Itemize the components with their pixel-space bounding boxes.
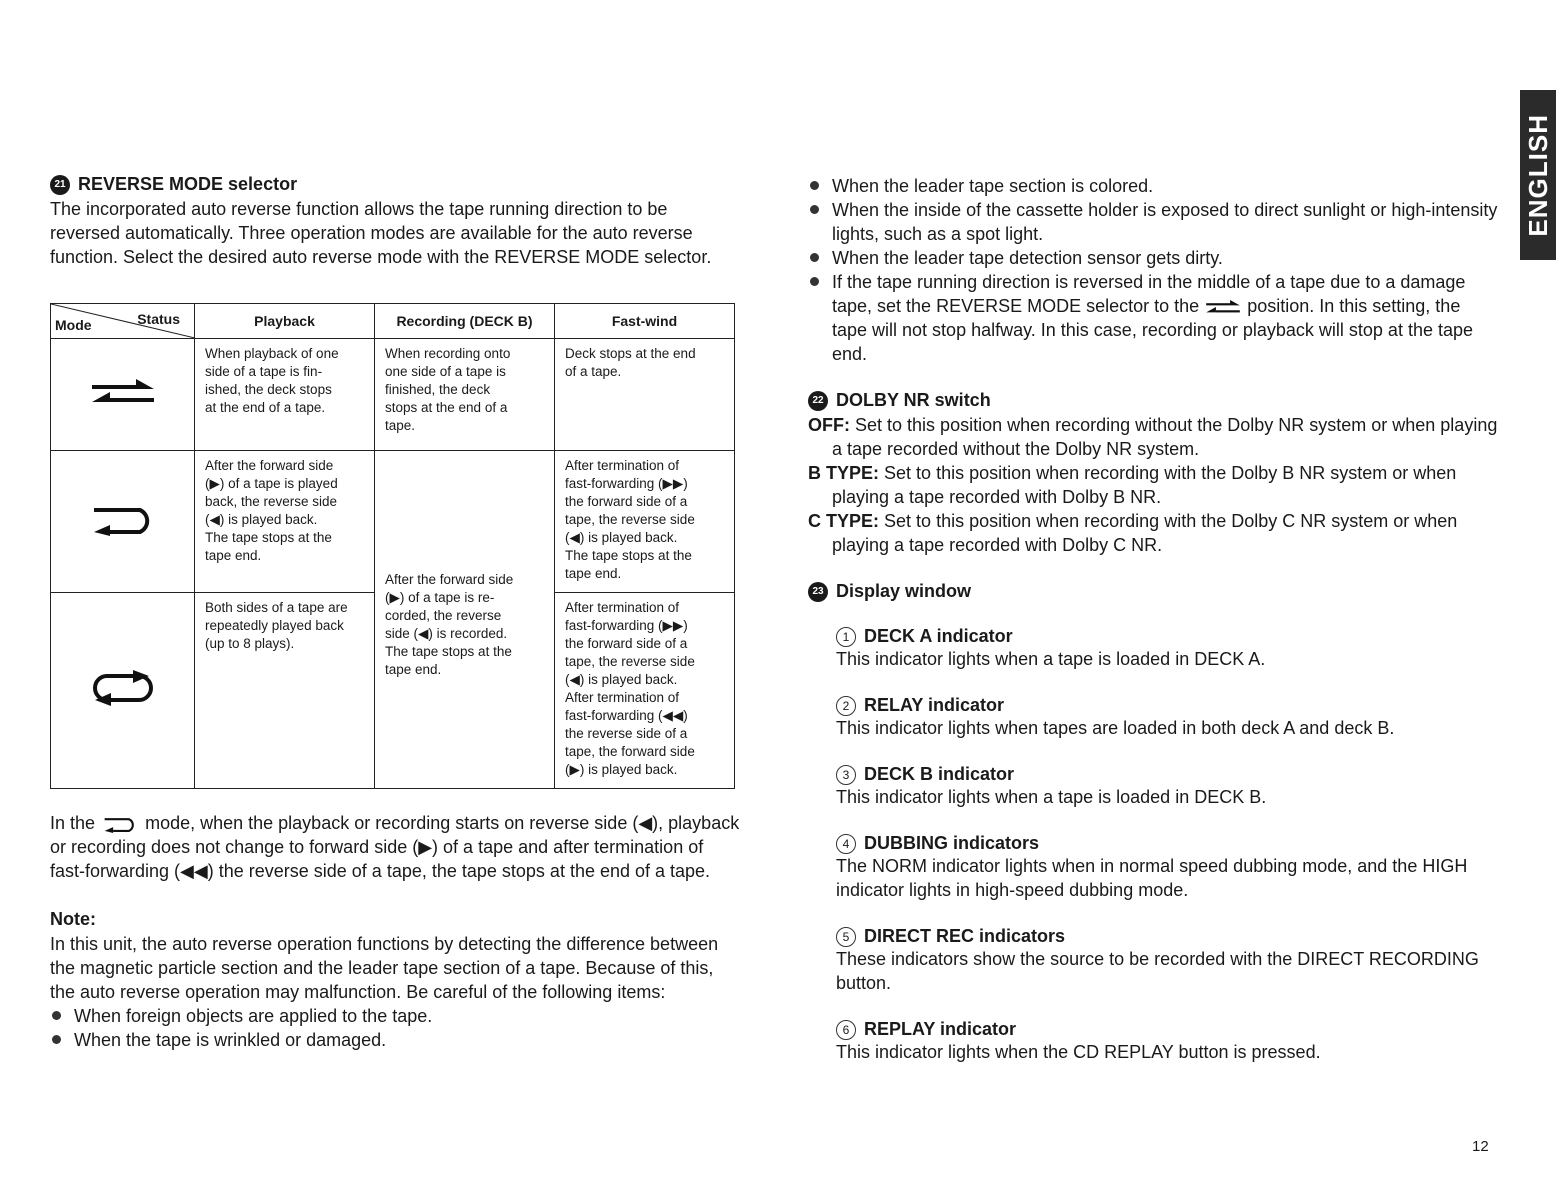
indicator-number: 3 [836, 765, 856, 785]
reverse-mode-heading [50, 174, 740, 195]
bullet-dot [52, 1035, 61, 1044]
indicator-title [836, 764, 1498, 785]
bullet-dot [810, 181, 819, 190]
bullet-dot [810, 253, 819, 262]
indicator-text: The NORM indicator lights when in normal speed dubbing mode, and the HIGH indicator lights in high-speed dubbing mode. [836, 856, 1468, 900]
explanation-rest: mode, when the playback or recording starts on reverse side (◀), playback or recording does not change to forward side (▶) of a tape and after termination of fast-forwarding (◀◀) the reverse side of a tape, the tape stops at the end of a tape. [50, 813, 740, 881]
reverse-mode-table [50, 303, 735, 789]
list-item [50, 1028, 740, 1052]
note-body: In this unit, the auto reverse operation functions by detecting the difference between the magnetic particle section and the leader tape section of a tape. Because of this, the auto reverse operation may malfunction. Be careful of the following items: [50, 934, 719, 1002]
dolby-btype-item [808, 461, 1498, 509]
malfunction-list [808, 174, 1498, 366]
row3-fastwind: After termination of fast-forwarding (▶▶) the forward side of a tape, the reverse side (◀) is played back. After termination of fast-forwarding (◀◀) the reverse side of a tape, the forward side (▶) is played back. [555, 593, 735, 789]
bullet4-text-a: If the tape running direction is reversed in the middle of a tape due to a damage tape, set the REVERSE MODE selector to the [832, 272, 1466, 316]
page-number: 12 [1472, 1138, 1489, 1155]
indicator-block [836, 626, 1498, 671]
dolby-text: Set to this position when recording with the Dolby C NR system or when playing a tape recorded with Dolby C NR. [832, 511, 1458, 555]
row3-playback: Both sides of a tape are repeatedly played back (up to 8 plays). [195, 593, 375, 789]
indicator-block [836, 764, 1498, 809]
continuous-reverse-mode-icon [85, 668, 161, 708]
row1-fastwind: Deck stops at the end of a tape. [555, 339, 735, 451]
dolby-ctype-item [808, 509, 1498, 557]
bullet-dot [810, 205, 819, 214]
indicator-number: 1 [836, 627, 856, 647]
indicator-text: This indicator lights when tapes are loaded in both deck A and deck B. [836, 718, 1395, 738]
dolby-text: Set to this position when recording without the Dolby NR system or when playing a tape recorded without the Dolby NR system. [832, 415, 1498, 459]
row2-3-recording: After the forward side (▶) of a tape is re- corded, the reverse side (◀) is recorded. The tape stops at the tape end. [385, 571, 514, 677]
indicator-block [836, 833, 1498, 902]
indicator-number: 5 [836, 927, 856, 947]
indicator-title [836, 833, 1498, 854]
language-tab-label: ENGLISH [1522, 113, 1553, 237]
explanation-start: In the [50, 813, 96, 833]
table-header-row [51, 304, 735, 339]
dolby-label: B TYPE: [808, 463, 880, 483]
mode-cell-one-way [51, 339, 195, 451]
indicator-number: 4 [836, 834, 856, 854]
indicator-name: REPLAY indicator [864, 1019, 1017, 1039]
row1-playback: When playback of one side of a tape is fin- ished, the deck stops at the end of a tape. [195, 339, 375, 451]
bullet-text: When the leader tape detection sensor gets dirty. [832, 248, 1223, 268]
indicator-name: DECK B indicator [864, 764, 1015, 784]
indicator-title [836, 1019, 1498, 1040]
dolby-label: OFF: [808, 415, 850, 435]
mode-cell-single-reverse [51, 451, 195, 593]
indicator-number: 6 [836, 1020, 856, 1040]
indicator-name: DUBBING indicators [864, 833, 1040, 853]
corner-status-label: Status [137, 311, 180, 327]
indicator-name: DECK A indicator [864, 626, 1013, 646]
bullet-text: When the leader tape section is colored. [832, 176, 1154, 196]
indicator-name: DIRECT REC indicators [864, 926, 1066, 946]
table-row [51, 339, 735, 451]
dolby-text: Set to this position when recording with the Dolby B NR system or when playing a tape recorded with Dolby B NR. [832, 463, 1457, 507]
indicator-name: RELAY indicator [864, 695, 1005, 715]
note-item: When foreign objects are applied to the tape. [74, 1006, 433, 1026]
dolby-label: C TYPE: [808, 511, 880, 531]
indicator-block [836, 926, 1498, 995]
indicator-text: This indicator lights when a tape is loaded in DECK B. [836, 787, 1267, 807]
one-way-mode-icon [88, 376, 158, 408]
note-title: Note: [50, 909, 96, 929]
indicator-number: 2 [836, 696, 856, 716]
indicator-title [836, 626, 1498, 647]
row2-playback: After the forward side (▶) of a tape is played back, the reverse side (◀) is played back. The tape stops at the tape end. [195, 451, 375, 593]
list-item [808, 198, 1498, 246]
dolby-off-item [808, 413, 1498, 461]
row2-fastwind: After termination of fast-forwarding (▶▶) the forward side of a tape, the reverse side (◀) is played back. The tape stops at the tape end. [555, 451, 735, 593]
mode-cell-continuous [51, 593, 195, 789]
right-column [808, 174, 1498, 1064]
bullet4-text-b: position. In this setting, the tape will not stop halfway. In this case, recording or playback will stop at the tape end. [832, 296, 1474, 364]
dolby-heading [808, 390, 1498, 411]
list-item [50, 1004, 740, 1028]
reverse-mode-title: REVERSE MODE selector [78, 174, 298, 194]
bullet-dot [52, 1011, 61, 1020]
header-recording: Recording (DECK B) [375, 304, 555, 339]
single-reverse-inline-icon [100, 815, 140, 833]
list-item [808, 270, 1498, 366]
note-list [50, 1004, 740, 1052]
single-reverse-explanation [50, 811, 740, 883]
indicator-block [836, 695, 1498, 740]
indicator-block [836, 1019, 1498, 1064]
shared-recording-cell [375, 451, 555, 789]
indicator-text: This indicator lights when the CD REPLAY button is pressed. [836, 1042, 1321, 1062]
list-item [808, 174, 1498, 198]
indicator-title [836, 695, 1498, 716]
table-corner-cell [51, 304, 195, 339]
header-playback: Playback [195, 304, 375, 339]
note-heading [50, 909, 740, 930]
indicator-text: These indicators show the source to be recorded with the DIRECT RECORDING button. [836, 949, 1479, 993]
list-item [808, 246, 1498, 270]
indicator-text: This indicator lights when a tape is loaded in DECK A. [836, 649, 1266, 669]
corner-mode-label: Mode [55, 317, 92, 333]
indicator-title [836, 926, 1498, 947]
single-reverse-mode-icon [88, 502, 158, 536]
bullet-dot [810, 277, 819, 286]
left-column [50, 174, 740, 1052]
language-tab [1520, 90, 1556, 260]
table-row [51, 451, 735, 593]
display-heading [808, 581, 1498, 602]
one-way-inline-icon [1204, 298, 1242, 316]
dolby-title: DOLBY NR switch [836, 390, 991, 410]
section-number-badge: 22 [808, 391, 828, 411]
display-title: Display window [836, 581, 972, 601]
section-number-badge: 21 [50, 175, 70, 195]
header-fastwind: Fast-wind [555, 304, 735, 339]
section-number-badge: 23 [808, 582, 828, 602]
bullet-text: When the inside of the cassette holder is exposed to direct sunlight or high-intensity lights, such as a spot light. [832, 200, 1498, 244]
reverse-mode-body: The incorporated auto reverse function allows the tape running direction to be reversed automatically. Three operation modes are available for the auto reverse function. Select the desired auto reverse mode with the REVERSE MODE selector. [50, 199, 712, 267]
note-item: When the tape is wrinkled or damaged. [74, 1030, 387, 1050]
row1-recording: When recording onto one side of a tape is finished, the deck stops at the end of a tape. [375, 339, 555, 451]
